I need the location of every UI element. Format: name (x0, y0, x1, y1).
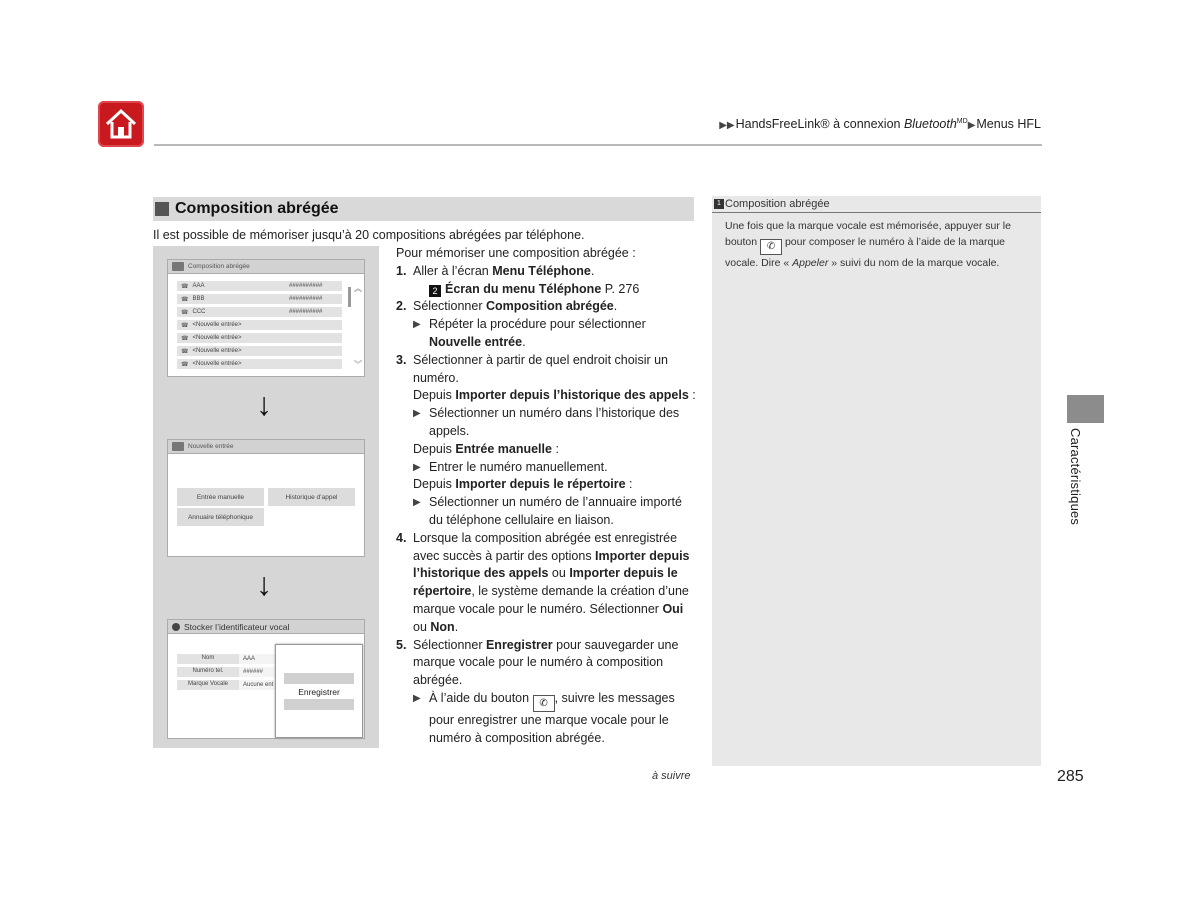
substep-text: Sélectionner un numéro de l’annuaire importé du téléphone cellulaire en liaison. (429, 495, 682, 527)
chapter-tab-marker (1067, 395, 1104, 423)
page-number: 285 (1057, 768, 1084, 785)
step-bold: Importer depuis le répertoire (413, 566, 678, 599)
substep (396, 459, 696, 477)
note-text: pour composer le numéro à l’aide de la marque vocale. Dire « (725, 236, 1006, 269)
substep-text: , suivre les messages pour enregistrer une marque vocale pour le numéro à composition abrégée. (429, 690, 675, 745)
form-label: Nom (201, 655, 215, 661)
entry-number: ########## (289, 296, 323, 302)
list-item (177, 359, 342, 369)
continued-label: à suivre (652, 770, 691, 782)
phonebook-option: Annuaire téléphonique (177, 508, 264, 526)
breadcrumb-part: HandsFreeLink® à connexion (735, 117, 904, 131)
substep-text: . (522, 334, 526, 349)
step-number: 4. (396, 530, 407, 545)
form-row (177, 680, 277, 690)
step-text: Aller à l’écran (413, 263, 493, 278)
step-bold: Entrée manuelle (455, 441, 552, 456)
list-item (177, 320, 342, 330)
popup-save-option: Enregistrer (298, 686, 340, 697)
scrollbar (348, 283, 362, 375)
list-item (177, 346, 342, 356)
form-row (177, 654, 277, 664)
handset-icon: ☎ (181, 348, 189, 355)
note-body (712, 213, 1041, 271)
step-bold: Composition abrégée (485, 299, 614, 314)
handset-icon: ☎ (181, 335, 189, 342)
talk-button-icon: ✆ (533, 695, 555, 712)
step-bold: Non (430, 619, 455, 634)
cross-reference-link[interactable] (396, 281, 696, 299)
triangle-bullet-icon: ▶ (413, 692, 421, 704)
scroll-thumb (348, 287, 351, 307)
screen-title: Stocker l’identificateur vocal (184, 621, 290, 632)
step-3 (396, 352, 696, 388)
screen-title: Nouvelle entrée (188, 443, 234, 450)
step-number: 1. (396, 263, 407, 278)
breadcrumb-arrow-icon: ▶▶ (719, 120, 735, 131)
popup-option-blurred (284, 699, 354, 710)
option-heading (396, 476, 696, 494)
screen-title: Composition abrégée (188, 263, 250, 270)
form-row (177, 667, 277, 677)
step-bold: Oui (662, 601, 684, 616)
handset-icon: ☎ (181, 309, 189, 316)
call-history-option: Historique d’appel (268, 488, 355, 506)
breadcrumb-bluetooth: Bluetooth (903, 117, 957, 131)
step-bold: Menu Téléphone (492, 263, 591, 278)
reference-title: Écran du menu Téléphone (445, 281, 602, 296)
entry-number: ########## (289, 283, 323, 289)
step-2 (396, 298, 696, 316)
section-square-icon (155, 202, 169, 216)
triangle-bullet-icon: ▶ (413, 408, 421, 420)
handset-icon: ☎ (181, 296, 189, 303)
cross-reference-icon: 2 (429, 285, 441, 297)
phone-icon (172, 262, 184, 271)
step-4 (396, 530, 696, 637)
step-text: , le système demande la création d’une marque vocale pour le numéro. Sélectionner (413, 584, 689, 616)
arrow-down-icon: ↓ (256, 566, 272, 602)
substep (396, 316, 696, 352)
form-value: AAA (239, 654, 277, 664)
step-text: Sélectionner à partir de quel endroit choisir un numéro. (413, 352, 669, 385)
step-text: Depuis (413, 441, 456, 456)
step-text: ou (548, 566, 570, 581)
substep-text: Sélectionner un numéro dans l’historique des appels. (429, 406, 680, 438)
phone-icon (172, 442, 184, 451)
step-text: pour sauvegarder une marque vocale pour le numéro à composition abrégée. (413, 637, 679, 688)
option-heading (396, 441, 696, 459)
entry-name: <Nouvelle entrée> (192, 348, 242, 354)
substep (396, 494, 696, 530)
form-value: ###### (239, 667, 277, 677)
triangle-bullet-icon: ▶ (413, 497, 421, 509)
step-text: Depuis (413, 477, 456, 492)
option-heading (396, 387, 696, 405)
step-text: Sélectionner (413, 299, 486, 314)
store-voice-tag-screen (167, 619, 365, 739)
entry-name: BBB (192, 296, 205, 302)
screens-illustration (153, 246, 379, 748)
step-text: . (454, 619, 459, 634)
substep (396, 405, 696, 441)
section-intro: Il est possible de mémoriser jusqu’à 20 compositions abrégées par téléphone. (153, 228, 585, 242)
form-label: Numéro tel. (192, 668, 224, 674)
note-heading (712, 196, 1041, 213)
substep-bold: Nouvelle entrée (429, 334, 523, 349)
arrow-down-icon: ↓ (256, 386, 272, 422)
list-item (177, 294, 342, 304)
section-heading (153, 197, 694, 221)
popup-option-blurred (284, 673, 354, 684)
step-text: : (625, 477, 633, 492)
step-text: . (590, 263, 595, 278)
note-emphasis: Appeler (792, 257, 829, 269)
form-value: Aucune ent (239, 680, 277, 690)
chapter-tab-label: Caractéristiques (1068, 428, 1083, 526)
list-item (177, 307, 342, 317)
step-bold: Importer depuis l’historique des appels (455, 388, 689, 403)
step-1 (396, 263, 696, 281)
breadcrumb-current: Menus HFL (976, 117, 1041, 131)
note-sidebar (712, 196, 1041, 766)
handset-icon: ☎ (181, 283, 189, 290)
talk-button-icon: ✆ (760, 239, 782, 255)
header-rule (154, 144, 1042, 146)
step-text: : (688, 388, 696, 403)
list-item (177, 333, 342, 343)
step-text: Depuis (413, 388, 456, 403)
entry-name: AAA (192, 283, 205, 289)
home-icon[interactable] (98, 101, 144, 147)
info-icon (172, 623, 180, 631)
step-text: : (551, 441, 559, 456)
substep (396, 690, 696, 748)
step-number: 2. (396, 299, 407, 314)
step-bold: Importer depuis le répertoire (455, 477, 626, 492)
scroll-up-icon: ︽ (354, 284, 362, 293)
step-text: ou (413, 619, 431, 634)
popup-menu (275, 644, 363, 738)
breadcrumb (719, 117, 1041, 131)
step-5 (396, 637, 696, 690)
scroll-down-icon: ︾ (354, 360, 362, 369)
handset-icon: ☎ (181, 361, 189, 368)
step-bold: Importer depuis l’historique des appels (413, 548, 690, 581)
procedure-lead: Pour mémoriser une composition abrégée : (396, 246, 636, 260)
entry-name: CCC (192, 309, 206, 315)
list-item (177, 281, 342, 291)
entry-name: <Nouvelle entrée> (192, 361, 242, 367)
screen-title-bar (168, 440, 364, 454)
note-title: Composition abrégée (725, 198, 830, 210)
note-text: Une fois que la marque vocale est mémorisée, appuyer sur le bouton (725, 220, 1011, 248)
speed-dial-screen (167, 259, 365, 377)
section-title: Composition abrégée (175, 200, 339, 217)
screen-title-bar (168, 620, 364, 634)
reference-page: P. 276 (601, 281, 640, 296)
substep-text: Répéter la procédure pour sélectionner (429, 317, 646, 332)
new-entry-screen (167, 439, 365, 557)
form-label: Marque Vocale (187, 681, 229, 687)
breadcrumb-arrow-icon: ▶ (967, 120, 976, 131)
substep-text: Entrer le numéro manuellement. (429, 459, 608, 474)
triangle-bullet-icon: ▶ (413, 461, 421, 473)
step-number: 3. (396, 352, 407, 367)
entry-name: <Nouvelle entrée> (192, 322, 242, 328)
handset-icon: ☎ (181, 322, 189, 329)
procedure-steps (396, 245, 696, 748)
step-text: . (613, 299, 618, 314)
entry-name: <Nouvelle entrée> (192, 335, 242, 341)
note-index-icon: 1 (714, 199, 724, 209)
step-text: Lorsque la composition abrégée est enregistrée avec succès à partir des options (413, 530, 678, 563)
step-text: Sélectionner (413, 637, 486, 652)
triangle-bullet-icon: ▶ (413, 319, 421, 331)
substep-text: À l’aide du bouton (429, 690, 533, 705)
step-number: 5. (396, 637, 407, 652)
entry-number: ########## (289, 309, 323, 315)
note-text: » suivi du nom de la marque vocale. (828, 257, 1000, 269)
manual-entry-option: Entrée manuelle (177, 488, 264, 506)
breadcrumb-md: MD (956, 117, 968, 125)
step-bold: Enregistrer (485, 637, 553, 652)
screen-title-bar (168, 260, 364, 274)
